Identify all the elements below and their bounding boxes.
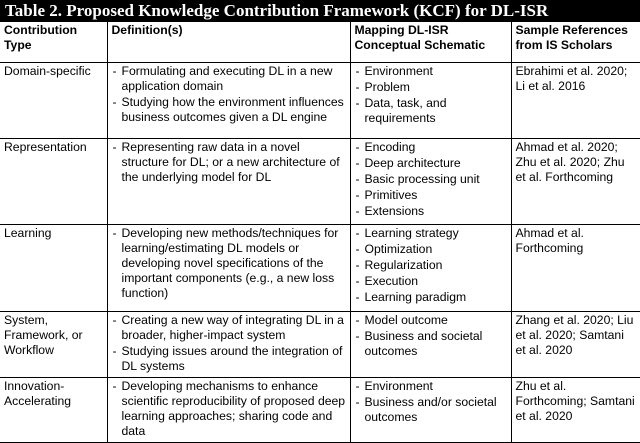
- mapping-item: - Model outcome: [355, 313, 508, 328]
- table-row: [0, 138, 640, 224]
- definition-item: - Formulating and executing DL in a new application domain: [112, 64, 347, 94]
- mapping-item: - Business and/or societal outcomes: [355, 395, 508, 425]
- contribution-type-cell: Domain-specific: [0, 62, 107, 138]
- definitions-cell: [107, 311, 350, 377]
- mapping-item: - Optimization: [355, 242, 508, 257]
- definitions-cell: [107, 138, 350, 224]
- table-row: [0, 62, 640, 138]
- table-title: Table 2. Proposed Knowledge Contribution Framework (KCF) for DL-ISR: [0, 0, 640, 22]
- definitions-cell: [107, 377, 350, 442]
- definition-item: - Representing raw data in a novel structure for DL; or a new architecture of the underlying model for DL: [112, 140, 347, 185]
- references-cell: Zhang et al. 2020; Liu et al. 2020; Samtani et al. 2020: [511, 311, 640, 377]
- mapping-cell: [350, 311, 511, 377]
- mapping-item: - Environment: [355, 379, 508, 394]
- contribution-type-cell: Representation: [0, 138, 107, 224]
- header-references: Sample References from IS Scholars: [511, 22, 640, 62]
- contribution-type-cell: Innovation-Accelerating: [0, 377, 107, 442]
- references-cell: Ebrahimi et al. 2020; Li et al. 2016: [511, 62, 640, 138]
- header-definitions: Definition(s): [107, 22, 350, 62]
- mapping-item: - Encoding: [355, 140, 508, 155]
- mapping-cell: [350, 224, 511, 311]
- mapping-cell: [350, 377, 511, 442]
- table-row: [0, 311, 640, 377]
- definition-item: - Creating a new way of integrating DL in a broader, higher-impact system: [112, 313, 347, 343]
- mapping-item: - Business and societal outcomes: [355, 329, 508, 359]
- references-cell: Zhu et al. Forthcoming; Samtani et al. 2020: [511, 377, 640, 442]
- mapping-item: - Deep architecture: [355, 156, 508, 171]
- mapping-item: - Learning paradigm: [355, 290, 508, 305]
- table-body: [0, 22, 640, 442]
- header-mapping: Mapping DL-ISR Conceptual Schematic: [350, 22, 511, 62]
- mapping-list: [355, 226, 508, 305]
- mapping-cell: [350, 62, 511, 138]
- mapping-item: - Basic processing unit: [355, 172, 508, 187]
- mapping-item: - Environment: [355, 64, 508, 79]
- mapping-item: - Primitives: [355, 188, 508, 203]
- definitions-list: [112, 313, 347, 374]
- mapping-item: - Problem: [355, 80, 508, 95]
- mapping-list: [355, 379, 508, 425]
- definitions-list: [112, 379, 347, 439]
- mapping-item: - Execution: [355, 274, 508, 289]
- definitions-cell: [107, 224, 350, 311]
- references-cell: Ahmad et al. Forthcoming: [511, 224, 640, 311]
- contribution-type-cell: System, Framework, or Workflow: [0, 311, 107, 377]
- mapping-item: - Data, task, and requirements: [355, 96, 508, 126]
- mapping-item: - Regularization: [355, 258, 508, 273]
- header-contribution-type: Contribution Type: [0, 22, 107, 62]
- references-cell: Ahmad et al. 2020; Zhu et al. 2020; Zhu et al. Forthcoming: [511, 138, 640, 224]
- definition-item: - Studying issues around the integration of DL systems: [112, 344, 347, 374]
- definitions-list: [112, 140, 347, 185]
- header-row: [0, 22, 640, 62]
- contribution-type-cell: Learning: [0, 224, 107, 311]
- definitions-list: [112, 226, 347, 301]
- table-row: [0, 224, 640, 311]
- mapping-list: [355, 64, 508, 126]
- mapping-cell: [350, 138, 511, 224]
- definition-item: - Developing mechanisms to enhance scientific reproducibility of proposed deep learning approaches; sharing code and data: [112, 379, 347, 439]
- mapping-list: [355, 313, 508, 359]
- definition-item: - Studying how the environment influences business outcomes given a DL engine: [112, 95, 347, 125]
- mapping-list: [355, 140, 508, 219]
- kcf-table: [0, 22, 640, 443]
- mapping-item: - Learning strategy: [355, 226, 508, 241]
- definitions-list: [112, 64, 347, 125]
- definition-item: - Developing new methods/techniques for learning/estimating DL models or developing novel specifications of the important components (e.g., a new loss function): [112, 226, 347, 301]
- table-row: [0, 377, 640, 442]
- definitions-cell: [107, 62, 350, 138]
- mapping-item: - Extensions: [355, 204, 508, 219]
